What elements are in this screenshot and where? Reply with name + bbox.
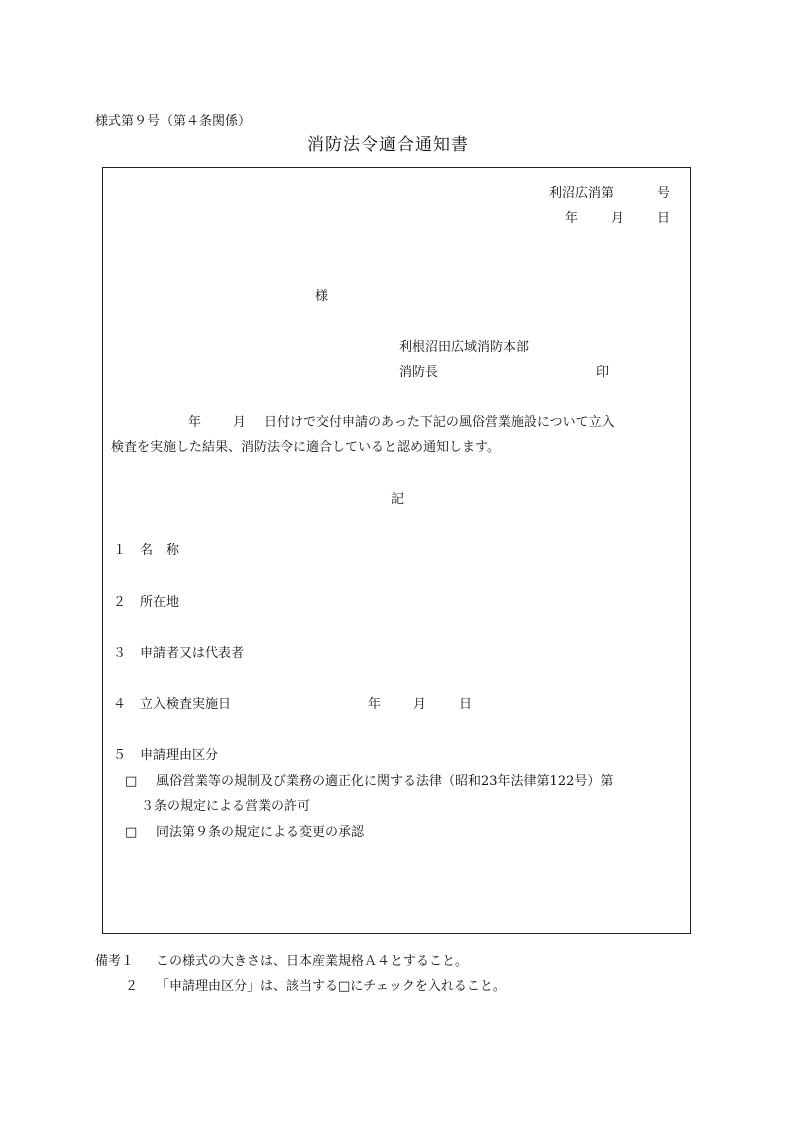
form-number: 様式第９号（第４条関係） xyxy=(95,114,252,129)
inspection-date-year: 年 xyxy=(368,697,382,712)
document-title: 消防法令適合通知書 xyxy=(307,135,469,155)
item-number: ２ xyxy=(113,595,127,610)
body-line2: 検査を実施した結果、消防法令に適合していると認め通知します。 xyxy=(111,440,500,455)
reason-business-permit-line1: 風俗営業等の規制及び業務の適正化に関する法律（昭和23年法律第122号）第 xyxy=(156,774,614,789)
inspection-date-month: 月 xyxy=(413,697,427,712)
item-number: ５ xyxy=(113,748,127,763)
issue-date-year: 年 xyxy=(565,211,579,226)
item-label-inspection-date: 立入検査実施日 xyxy=(140,697,232,712)
item-number: ３ xyxy=(113,646,127,661)
item-label-location: 所在地 xyxy=(140,595,180,610)
addressee-suffix: 様 xyxy=(315,289,329,304)
note-label: 備考１ xyxy=(95,954,135,969)
item-label-name: 名 称 xyxy=(140,543,180,558)
doc-number-suffix: 号 xyxy=(657,186,671,201)
body-line1: 日付けで交付申請のあった下記の風俗営業施設について立入 xyxy=(264,415,615,430)
reason-business-permit-line2: ３条の規定による営業の許可 xyxy=(141,799,311,814)
doc-number-prefix: 利沼広消第 xyxy=(549,186,615,201)
body-year: 年 xyxy=(188,415,202,430)
issue-date-month: 月 xyxy=(611,211,625,226)
ki-heading: 記 xyxy=(391,492,405,507)
form-box xyxy=(102,167,691,934)
issuer-position: 消防長 xyxy=(399,365,439,380)
item-number: １ xyxy=(113,543,127,558)
inspection-date-day: 日 xyxy=(459,697,473,712)
note-text: この様式の大きさは、日本産業規格Ａ４とすること。 xyxy=(156,954,469,969)
issuer-organization: 利根沼田広域消防本部 xyxy=(399,340,530,355)
item-number: ４ xyxy=(113,697,127,712)
body-month: 月 xyxy=(233,415,247,430)
checkbox-change-approval[interactable]: □ xyxy=(125,825,138,840)
issue-date-day: 日 xyxy=(657,211,671,226)
seal-mark: 印 xyxy=(596,365,610,380)
note-label: ２ xyxy=(125,979,139,994)
item-label-reason: 申請理由区分 xyxy=(140,748,219,763)
item-label-applicant: 申請者又は代表者 xyxy=(140,646,245,661)
note-text: 「申請理由区分」は、該当する□にチェックを入れること。 xyxy=(156,979,506,994)
checkbox-business-permit[interactable]: □ xyxy=(125,774,138,789)
reason-change-approval: 同法第９条の規定による変更の承認 xyxy=(156,825,365,840)
